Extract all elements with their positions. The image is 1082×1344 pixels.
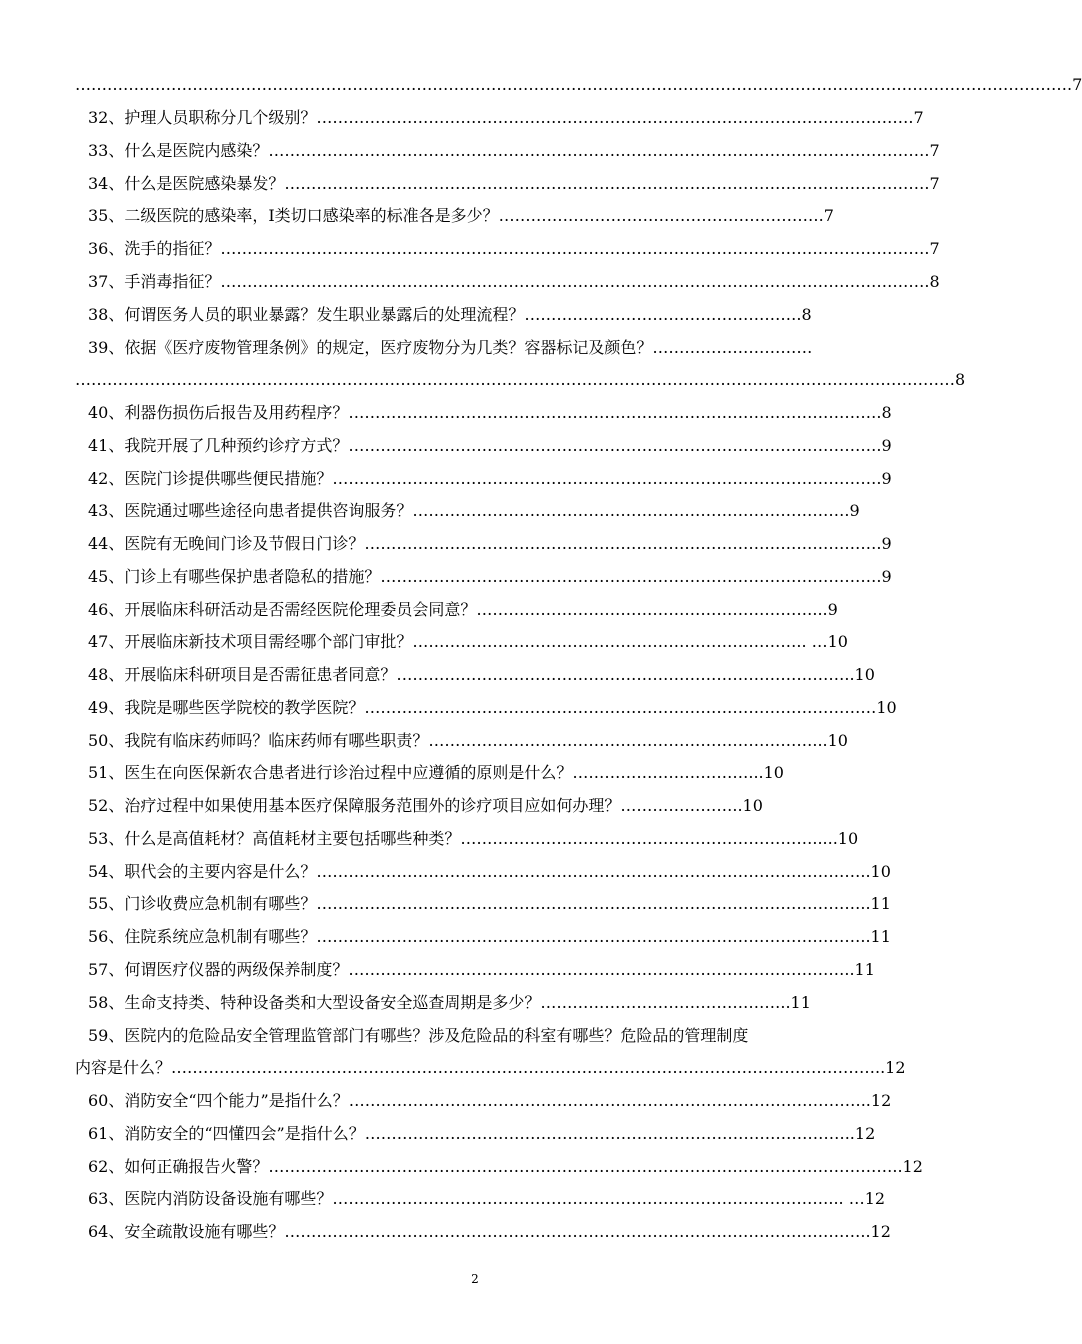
toc-entry-44: 44、医院有无晚间门诊及节假日门诊？…………………………………………………………………………………….9 xyxy=(88,534,892,553)
toc-entry-40: 40、利器伤损伤后报告及用药程序？……………………………………………………………………………………….8 xyxy=(88,403,892,422)
toc-entry-53: 53、什么是高值耗材？高值耗材主要包括哪些种类？………………………………………………………….....10 xyxy=(88,829,859,848)
toc-entry-49: 49、我院是哪些医学院校的教学医院？……………………………………………………………………………………10 xyxy=(88,698,897,717)
toc-entry-35: 35、二级医院的感染率，I类切口感染率的标准各是多少？…………………………………………………….7 xyxy=(88,206,834,225)
page-number: 2 xyxy=(471,1272,479,1286)
toc-entry-34: 34、什么是医院感染暴发？………………………………………………………………………………………………………….7 xyxy=(88,174,940,193)
toc-entry-58: 58、生命支持类、特种设备类和大型设备安全巡查周期是多少？………………………………………..11 xyxy=(88,993,811,1012)
toc-entry-47: 47、开展临床新技术项目需经哪个部门审批？……………………………………………………………….. …10 xyxy=(88,632,848,651)
toc-entry-57: 57、何谓医疗仪器的两级保养制度？…………………………………………………………………………………..11 xyxy=(88,960,875,979)
toc-entry-45: 45、门诊上有哪些保护患者隐私的措施？………………………………………………………………………………….9 xyxy=(88,567,892,586)
toc-entry-38: 38、何谓医务人员的职业暴露？发生职业暴露后的处理流程？…………………………………………….8 xyxy=(88,305,812,324)
toc-entry-39: 39、依据《医疗废物管理条例》的规定，医疗废物分为几类？容器标记及颜色？………………………… xyxy=(88,338,813,357)
toc-entry-59: 59、医院内的危险品安全管理监管部门有哪些？涉及危险品的科室有哪些？危险品的管理制度 xyxy=(88,1026,749,1045)
toc-entry-52: 52、治疗过程中如果使用基本医疗保障服务范围外的诊疗项目应如何办理？…………………..10 xyxy=(88,796,763,815)
toc-entry-33: 33、什么是医院内感染？…………………………………………………………………………………………………………….7 xyxy=(88,141,940,160)
toc-entry-59-continuation: 内容是什么？……………………………………………………………………………………………………………………..12 xyxy=(75,1058,906,1077)
toc-entry-43: 43、医院通过哪些途径向患者提供咨询服务？……………………………………………………………………….9 xyxy=(88,501,860,520)
toc-entry-51: 51、医生在向医保新农合患者进行诊治过程中应遵循的原则是什么？……………………………...10 xyxy=(88,763,784,782)
toc-entry-50: 50、我院有临床药师吗？临床药师有哪些职责？………………………………………………………………...10 xyxy=(88,731,848,750)
toc-entry-41: 41、我院开展了几种预约诊疗方式？……………………………………………………………………………………….9 xyxy=(88,436,892,455)
toc-entry-48: 48、开展临床科研项目是否需征患者同意？…………………………………………………………………………..10 xyxy=(88,665,875,684)
toc-entry-32: 32、护理人员职称分几个级别？………………………………………………………………………………………………….7 xyxy=(88,108,924,127)
toc-entry-39-continuation: …………………………………………………………………………………………………………………………………………………8 xyxy=(75,370,966,389)
toc-entry-54: 54、职代会的主要内容是什么？…………………………………………………………………………………………..10 xyxy=(88,862,891,881)
toc-entry-60: 60、消防安全“四个能力”是指什么？……………………………………………………………………………………..12 xyxy=(88,1091,892,1110)
toc-entry-62: 62、如何正确报告火警？………………………………………………………………………………………………………..12 xyxy=(88,1157,923,1176)
toc-line-continuation: …………………………………………………………………………………………………………………………………………………………………….7 xyxy=(75,75,1082,94)
toc-entry-46: 46、开展临床科研活动是否需经医院伦理委员会同意？………………………………………………………...9 xyxy=(88,600,838,619)
toc-entry-63: 63、医院内消防设备设施有哪些？…………………………………………………………………………………... …12 xyxy=(88,1189,886,1208)
toc-entry-61: 61、消防安全的“四懂四会”是指什么？………………………………………………………………………………..12 xyxy=(88,1124,876,1143)
toc-entry-36: 36、洗手的指征？…………………………………………………………………………………………………………………….7 xyxy=(88,239,940,258)
toc-entry-37: 37、手消毒指征？…………………………………………………………………………………………………………………….8 xyxy=(88,272,940,291)
toc-entry-64: 64、安全疏散设施有哪些？………………………………………………………………………………………………..12 xyxy=(88,1222,891,1241)
toc-entry-55: 55、门诊收费应急机制有哪些？…………………………………………………………………………………………..11 xyxy=(88,894,891,913)
toc-entry-56: 56、住院系统应急机制有哪些？…………………………………………………………………………………………..11 xyxy=(88,927,891,946)
toc-entry-42: 42、医院门诊提供哪些便民措施？………………………………………………………………………………………….9 xyxy=(88,469,892,488)
